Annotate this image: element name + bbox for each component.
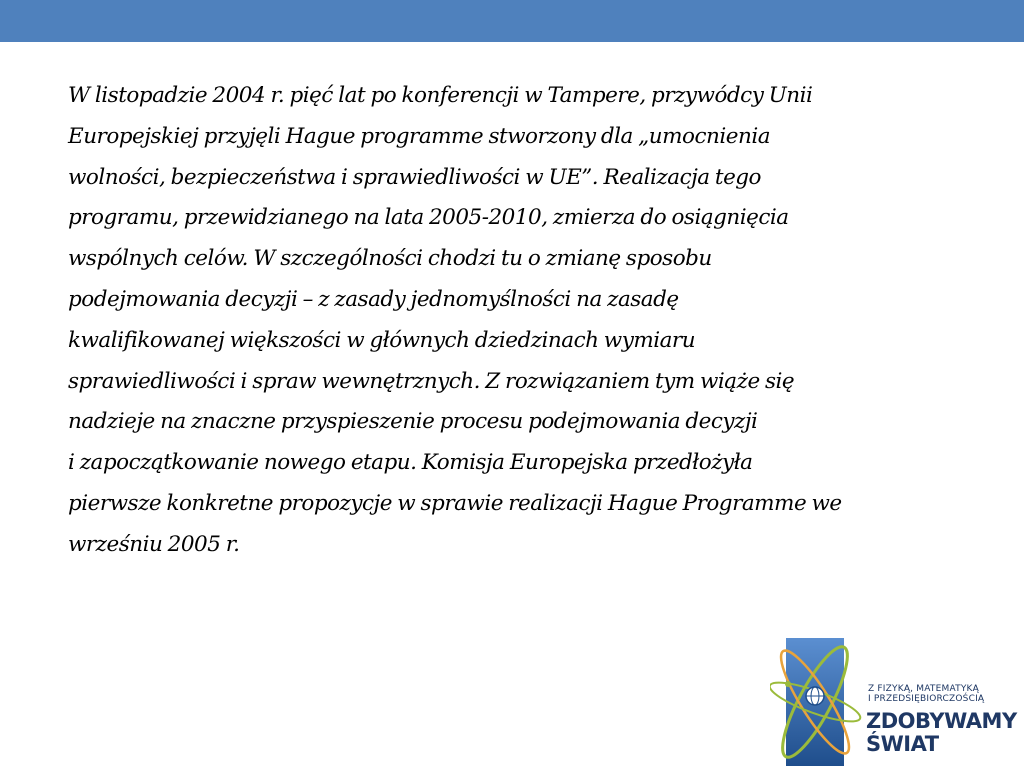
body-paragraph — [68, 76, 968, 566]
paragraph-line: Europejskiej przyjęli Hague programme stworzony dla „umocnienia — [68, 123, 771, 149]
logo-title-line: ŚWIAT — [866, 732, 939, 756]
paragraph-line: programu, przewidzianego na lata 2005-2010, zmierza do osiągnięcia — [68, 205, 789, 231]
paragraph-line: wrześniu 2005 r. — [68, 531, 240, 557]
paragraph-line: W listopadzie 2004 r. pięć lat po konferencji w Tampere, przywódcy Unii — [68, 83, 813, 108]
slide-content — [68, 76, 968, 566]
paragraph-line: pierwsze konkretne propozycje w sprawie realizacji Hague Programme we — [68, 490, 842, 516]
paragraph-line: kwalifikowanej większości w głównych dziedzinach wymiaru — [68, 327, 696, 353]
top-bar — [0, 0, 1024, 42]
paragraph-line: wspólnych celów. W szczególności chodzi tu o zmianę sposobu — [68, 246, 712, 272]
logo-title — [866, 710, 1017, 756]
logo-caption — [868, 684, 984, 704]
paragraph-line: nadzieje na znaczne przyspieszenie procesu podejmowania decyzji — [68, 409, 758, 435]
logo-title-line: ZDOBYWAMY — [866, 709, 1017, 733]
paragraph-line: wolności, bezpieczeństwa i sprawiedliwości w UE”. Realizacja tego — [68, 164, 762, 190]
logo-caption-line: Z FIZYKĄ, MATEMATYKĄ — [868, 684, 979, 694]
paragraph-line: podejmowania decyzji – z zasady jednomyślności na zasadę — [68, 286, 679, 312]
paragraph-line: sprawiedliwości i spraw wewnętrznych. Z rozwiązaniem tym wiąże się — [68, 368, 795, 394]
paragraph-line: i zapoczątkowanie nowego etapu. Komisja Europejska przedłożyła — [68, 450, 753, 476]
logo-caption-line: I PRZEDSIĘBIORCZOŚCIĄ — [868, 694, 985, 704]
